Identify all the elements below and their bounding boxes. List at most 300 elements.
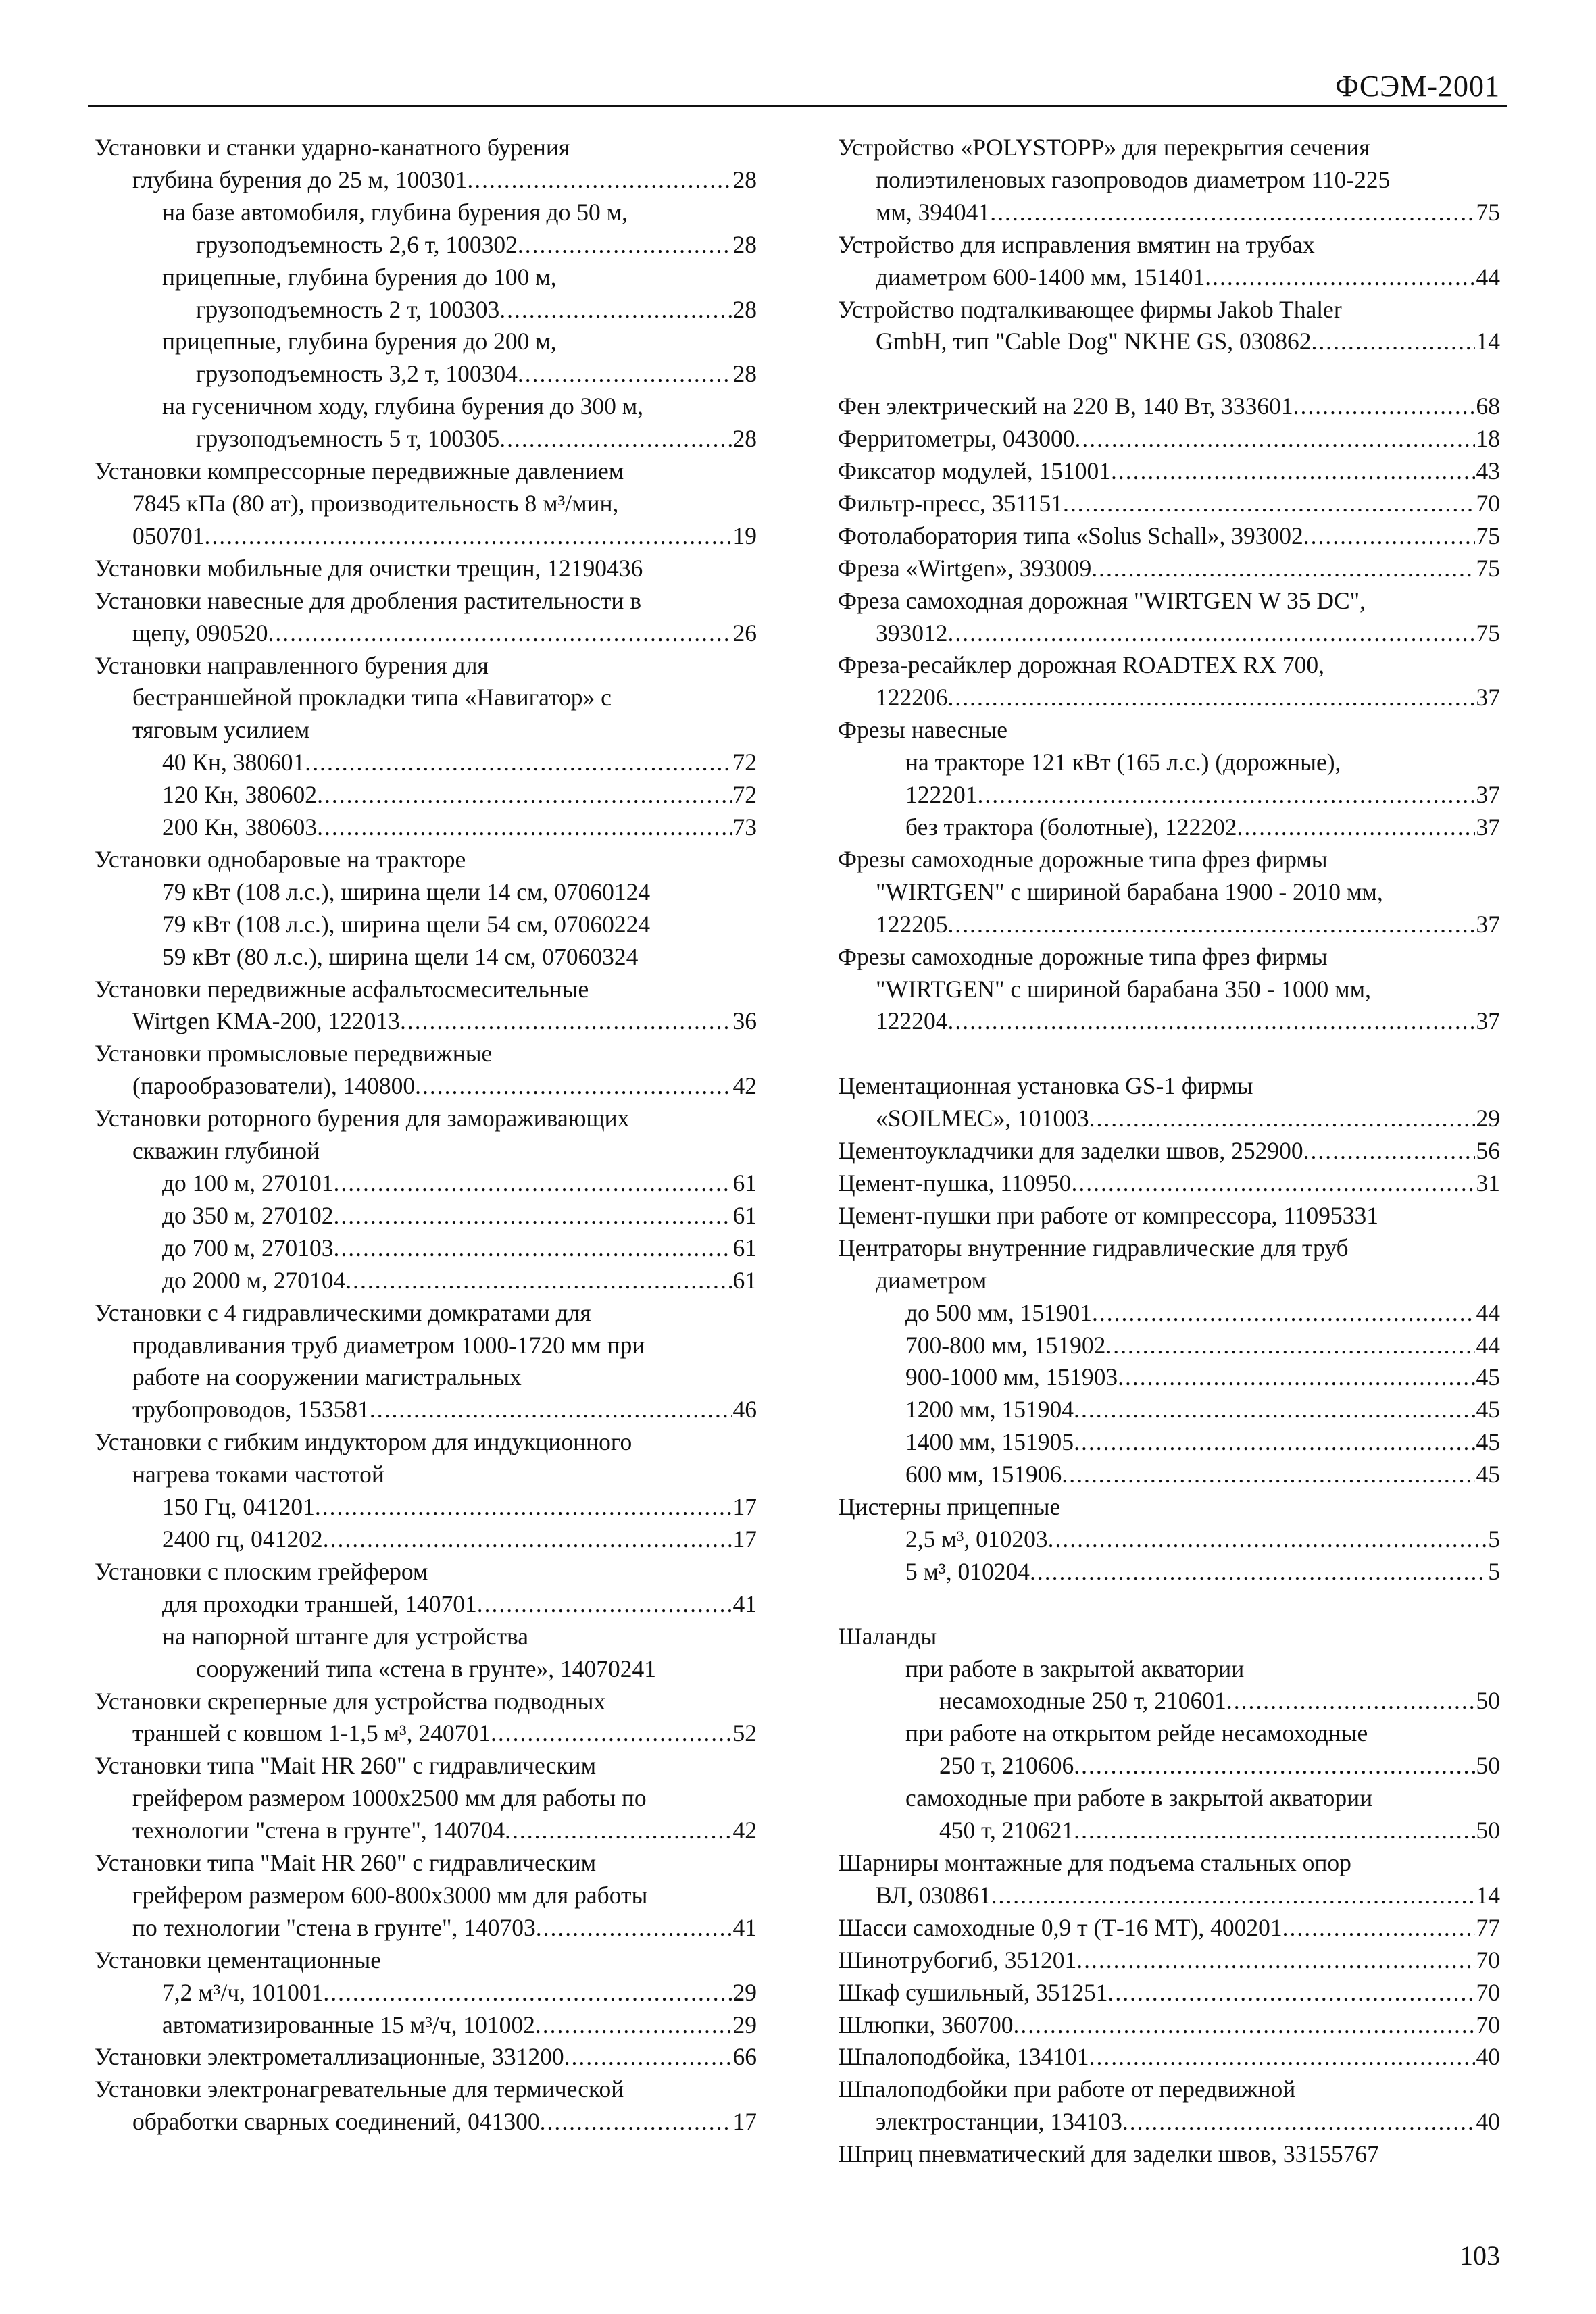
- entry-text: Фрезы самоходные дорожные типа фрез фирмы: [838, 942, 1328, 970]
- entry-text: ВЛ, 030861: [876, 1881, 991, 1909]
- entry-text: сооружений типа «стена в грунте», 14070241: [196, 1655, 657, 1682]
- index-entry: [838, 423, 1500, 455]
- dot-leader: [1089, 2041, 1475, 2073]
- dot-leader: [499, 294, 731, 326]
- index-entry: [838, 714, 1500, 747]
- header-rule: [88, 105, 1507, 107]
- entry-text: Установки промысловые передвижные: [95, 1040, 493, 1067]
- entry-text: Фреза «Wirtgen», 393009: [838, 554, 1092, 582]
- entry-text: Фиксатор модулей, 151001: [838, 457, 1112, 485]
- index-entry: [838, 649, 1500, 682]
- index-entry: [838, 1491, 1500, 1524]
- index-entry: [95, 1459, 757, 1491]
- entry-text: Установки электрометаллизационные, 331200: [95, 2043, 564, 2071]
- entry-page-number: 50: [1476, 1817, 1500, 1844]
- dot-leader: [315, 1491, 732, 1524]
- entry-page-number: 28: [732, 166, 757, 193]
- dot-leader: [1048, 1524, 1487, 1556]
- entry-page-number: 40: [1476, 2043, 1500, 2071]
- dot-leader: [1205, 261, 1474, 294]
- entry-text: Установки и станки ударно-канатного бурения: [95, 134, 570, 161]
- entry-text: 5 м³, 010204: [905, 1557, 1030, 1585]
- dot-leader: [948, 909, 1475, 941]
- entry-page-number: 26: [732, 619, 757, 647]
- index-entry: [95, 1297, 757, 1330]
- entry-text: грузоподъемность 3,2 т, 100304: [196, 360, 518, 388]
- index-entry: [95, 779, 757, 811]
- entry-page-number: 42: [732, 1072, 757, 1100]
- entry-page-number: 61: [732, 1201, 757, 1229]
- header-title: ФСЭМ-2001: [1335, 70, 1500, 103]
- index-entry: [838, 1103, 1500, 1135]
- dot-leader: [1105, 1330, 1474, 1362]
- index-entry: [838, 2073, 1500, 2106]
- entry-page-number: 61: [732, 1266, 757, 1294]
- entry-page-number: 28: [732, 295, 757, 323]
- entry-page-number: 70: [1476, 1978, 1500, 2006]
- entry-page-number: 42: [732, 1817, 757, 1844]
- dot-leader: [499, 423, 731, 455]
- entry-text: 700-800 мм, 151902: [905, 1331, 1106, 1359]
- index-entry: [95, 714, 757, 747]
- entry-text: 79 кВт (108 л.с.), ширина щели 54 см, 07060224: [162, 910, 651, 938]
- dot-leader: [1108, 1977, 1475, 2009]
- dot-leader: [978, 779, 1475, 811]
- index-entry: [838, 1200, 1500, 1232]
- index-entry: [838, 1297, 1500, 1330]
- dot-leader: [1089, 1103, 1475, 1135]
- index-entry: [838, 618, 1500, 650]
- index-entry: [838, 1426, 1500, 1459]
- index-entry: [838, 1880, 1500, 1912]
- index-entry: [838, 779, 1500, 811]
- entry-page-number: 72: [732, 781, 757, 809]
- entry-page-number: 41: [732, 1590, 757, 1617]
- entry-text: скважин глубиной: [132, 1137, 320, 1165]
- entry-page-number: 70: [1476, 1946, 1500, 1973]
- entry-page-number: 28: [732, 230, 757, 258]
- entry-text: Шпалоподбойки при работе от передвижной: [838, 2076, 1296, 2103]
- entry-text: 1400 мм, 151905: [905, 1428, 1074, 1456]
- index-entry: [95, 811, 757, 844]
- index-column-left: [95, 132, 757, 2138]
- dot-leader: [1074, 423, 1474, 455]
- dot-leader: [1122, 2106, 1475, 2138]
- entry-page-number: 50: [1476, 1687, 1500, 1715]
- entry-text: Wirtgen KMA-200, 122013: [132, 1007, 400, 1035]
- entry-text: полиэтиленовых газопроводов диаметром 110-225: [876, 166, 1391, 193]
- dot-leader: [1293, 391, 1475, 423]
- entry-text: Цемент-пушка, 110950: [838, 1169, 1072, 1197]
- index-column-right: [838, 132, 1500, 2171]
- dot-leader: [1030, 1556, 1487, 1588]
- entry-text: Фен электрический на 220 В, 140 Вт, 333601: [838, 393, 1293, 420]
- index-entry: [838, 1265, 1500, 1297]
- entry-text: Установки с плоским грейфером: [95, 1557, 428, 1585]
- index-entry: [838, 197, 1500, 229]
- dot-leader: [1063, 488, 1475, 520]
- index-entry: [838, 261, 1500, 294]
- index-entry: [838, 682, 1500, 714]
- index-entry: [838, 1524, 1500, 1556]
- index-entry: [95, 197, 757, 229]
- index-entry: [95, 585, 757, 618]
- dot-leader: [491, 1717, 732, 1750]
- entry-text: Фрезы навесные: [838, 716, 1008, 744]
- index-entry: [838, 1070, 1500, 1103]
- index-entry: [95, 423, 757, 455]
- entry-text: 150 Гц, 041201: [162, 1493, 315, 1521]
- index-entry: [95, 1265, 757, 1297]
- entry-page-number: 37: [1476, 1007, 1500, 1035]
- entry-text: Устройство «POLYSTOPP» для перекрытия сечения: [838, 134, 1370, 161]
- entry-text: диаметром 600-1400 мм, 151401: [876, 263, 1205, 291]
- entry-text: Центраторы внутренние гидравлические для труб: [838, 1234, 1349, 1261]
- dot-leader: [1282, 1912, 1475, 1944]
- entry-text: Установки передвижные асфальтосмесительные: [95, 975, 589, 1003]
- index-entry: [95, 553, 757, 585]
- entry-text: автоматизированные 15 м³/ч, 101002: [162, 2011, 535, 2038]
- index-entry: [838, 1685, 1500, 1717]
- dot-leader: [334, 1200, 732, 1232]
- index-entry: [95, 2041, 757, 2073]
- section-gap: [838, 1588, 1500, 1621]
- index-entry: [95, 650, 757, 682]
- entry-page-number: 17: [732, 1525, 757, 1553]
- dot-leader: [1111, 455, 1474, 488]
- entry-text: Цистерны прицепные: [838, 1493, 1061, 1521]
- index-entry: [838, 941, 1500, 974]
- index-entry: [95, 1717, 757, 1750]
- index-entry: [95, 974, 757, 1006]
- entry-text: мм, 394041: [876, 198, 991, 226]
- entry-page-number: 45: [1476, 1396, 1500, 1424]
- entry-text: «SOILMEC», 101003: [876, 1105, 1089, 1132]
- index-entry: [838, 294, 1500, 326]
- entry-text: по технологии "стена в грунте", 140703: [132, 1913, 536, 1941]
- dot-leader: [535, 2009, 732, 2042]
- dot-leader: [1014, 2009, 1475, 2042]
- entry-page-number: 50: [1476, 1752, 1500, 1780]
- entry-page-number: 44: [1476, 1299, 1500, 1326]
- dot-leader: [1092, 1297, 1475, 1330]
- entry-text: нагрева токами частотой: [132, 1461, 384, 1488]
- dot-leader: [1071, 1167, 1474, 1200]
- index-entry: [838, 1782, 1500, 1815]
- entry-text: "WIRTGEN" с шириной барабана 350 - 1000 мм,: [876, 975, 1371, 1003]
- index-entry: [95, 1038, 757, 1070]
- index-entry: [838, 747, 1500, 779]
- entry-text: Установки мобильные для очистки трещин, 12190436: [95, 554, 643, 582]
- dot-leader: [948, 618, 1475, 650]
- entry-text: GmbH, тип "Cable Dog" NKHE GS, 030862: [876, 328, 1312, 355]
- index-entry: [95, 261, 757, 294]
- index-entry: [95, 391, 757, 423]
- index-entry: [838, 876, 1500, 909]
- entry-page-number: 17: [732, 1493, 757, 1521]
- index-entry: [95, 1686, 757, 1718]
- entry-text: 250 т, 210606: [939, 1752, 1074, 1780]
- dot-leader: [536, 1912, 732, 1944]
- entry-text: 7,2 м³/ч, 101001: [162, 1978, 324, 2006]
- index-entry: [95, 326, 757, 358]
- entry-text: Фильтр-пресс, 351151: [838, 489, 1063, 517]
- entry-text: Устройство подталкивающее фирмы Jakob Thaler: [838, 295, 1342, 323]
- index-entry: [838, 1944, 1500, 1977]
- page-number: 103: [1460, 2240, 1500, 2271]
- index-entry: [838, 2009, 1500, 2042]
- index-entry: [838, 1750, 1500, 1782]
- index-entry: [95, 1815, 757, 1847]
- entry-text: Установки компрессорные передвижные давлением: [95, 457, 624, 485]
- entry-text: грузоподъемность 5 т, 100305: [196, 425, 500, 453]
- dot-leader: [467, 164, 731, 197]
- dot-leader: [1076, 1944, 1474, 1977]
- entry-text: Цементационная установка GS-1 фирмы: [838, 1072, 1253, 1100]
- entry-text: 122205: [876, 910, 948, 938]
- dot-leader: [1237, 811, 1474, 844]
- index-entry: [838, 391, 1500, 423]
- index-entry: [838, 1621, 1500, 1653]
- entry-text: глубина бурения до 25 м, 100301: [132, 166, 468, 193]
- entry-text: 600 мм, 151906: [905, 1461, 1062, 1488]
- entry-page-number: 40: [1476, 2108, 1500, 2136]
- index-entry: [95, 844, 757, 876]
- entry-text: Установки цементационные: [95, 1946, 381, 1973]
- index-entry: [95, 294, 757, 326]
- entry-page-number: 14: [1476, 1881, 1500, 1909]
- index-entry: [838, 164, 1500, 197]
- entry-text: Шкаф сушильный, 351251: [838, 1978, 1108, 2006]
- entry-text: 122206: [876, 684, 948, 711]
- index-entry: [838, 1394, 1500, 1426]
- index-entry: [838, 520, 1500, 553]
- dot-leader: [317, 779, 731, 811]
- index-entry: [95, 2106, 757, 2138]
- entry-text: Установки с 4 гидравлическими домкратами для: [95, 1299, 591, 1326]
- entry-text: Установки типа "Mait HR 260" с гидравлическим: [95, 1752, 597, 1780]
- entry-text: 122201: [905, 781, 978, 809]
- dot-leader: [323, 1977, 731, 2009]
- entry-page-number: 5: [1488, 1557, 1500, 1585]
- dot-leader: [334, 1232, 732, 1265]
- entry-text: на тракторе 121 кВт (165 л.с.) (дорожные),: [905, 749, 1341, 776]
- entry-page-number: 19: [732, 522, 757, 549]
- dot-leader: [540, 2106, 732, 2138]
- index-entry: [838, 585, 1500, 618]
- entry-text: на гусеничном ходу, глубина бурения до 300 м,: [162, 393, 644, 420]
- entry-page-number: 28: [732, 425, 757, 453]
- entry-page-number: 43: [1476, 457, 1500, 485]
- entry-text: Установки типа "Mait HR 260" с гидравлическим: [95, 1849, 597, 1877]
- index-entry: [838, 1556, 1500, 1588]
- entry-page-number: 52: [732, 1719, 757, 1747]
- entry-text: трубопроводов, 153581: [132, 1396, 370, 1424]
- index-entry: [95, 2073, 757, 2106]
- entry-text: грузоподъемность 2 т, 100303: [196, 295, 500, 323]
- entry-text: "WIRTGEN" с шириной барабана 1900 - 2010 мм,: [876, 878, 1383, 905]
- dot-leader: [1303, 1135, 1475, 1167]
- entry-text: грузоподъемность 2,6 т, 100302: [196, 230, 518, 258]
- index-entry: [838, 974, 1500, 1006]
- entry-text: грейфером размером 600-800х3000 мм для работы: [132, 1881, 648, 1909]
- entry-text: 40 Кн, 380601: [162, 749, 305, 776]
- dot-leader: [400, 1005, 732, 1038]
- entry-text: прицепные, глубина бурения до 200 м,: [162, 328, 557, 355]
- entry-page-number: 36: [732, 1007, 757, 1035]
- entry-text: 59 кВт (80 л.с.), ширина щели 14 см, 07060324: [162, 942, 639, 970]
- entry-page-number: 66: [732, 2043, 757, 2071]
- dot-leader: [1303, 520, 1475, 553]
- entry-text: бестраншейной прокладки типа «Навигатор» с: [132, 684, 612, 711]
- entry-page-number: 37: [1476, 781, 1500, 809]
- index-entry: [95, 1750, 757, 1782]
- entry-text: Фотолаборатория типа «Solus Schall», 393002: [838, 522, 1303, 549]
- entry-page-number: 73: [732, 813, 757, 841]
- entry-page-number: 28: [732, 360, 757, 388]
- entry-text: работе на сооружении магистральных: [132, 1363, 522, 1391]
- index-entry: [95, 1782, 757, 1815]
- index-entry: [95, 1167, 757, 1200]
- index-entry: [95, 1361, 757, 1394]
- index-entry: [95, 164, 757, 197]
- entry-page-number: 75: [1476, 554, 1500, 582]
- entry-page-number: 37: [1476, 684, 1500, 711]
- dot-leader: [505, 1815, 731, 1847]
- entry-text: Установки роторного бурения для замораживающих: [95, 1105, 630, 1132]
- index-entry: [95, 1621, 757, 1653]
- entry-text: прицепные, глубина бурения до 100 м,: [162, 263, 557, 291]
- index-entry: [838, 1135, 1500, 1167]
- index-entry: [838, 1232, 1500, 1265]
- entry-text: Установки с гибким индуктором для индукционного: [95, 1428, 632, 1456]
- entry-page-number: 31: [1476, 1169, 1500, 1197]
- entry-text: продавливания труб диаметром 1000-1720 мм при: [132, 1331, 645, 1359]
- entry-text: (парообразователи), 140800: [132, 1072, 416, 1100]
- entry-text: Ферритометры, 043000: [838, 425, 1075, 453]
- entry-text: обработки сварных соединений, 041300: [132, 2108, 540, 2136]
- index-entry: [95, 1588, 757, 1621]
- index-entry: [838, 1717, 1500, 1750]
- index-entry: [95, 229, 757, 261]
- dot-leader: [334, 1167, 732, 1200]
- index-entry: [95, 1977, 757, 2009]
- index-entry: [95, 1005, 757, 1038]
- entry-page-number: 72: [732, 749, 757, 776]
- index-entry: [838, 455, 1500, 488]
- dot-leader: [948, 1005, 1475, 1038]
- index-entry: [95, 1880, 757, 1912]
- index-entry: [838, 1815, 1500, 1847]
- index-entry: [838, 2041, 1500, 2073]
- entry-text: несамоходные 250 т, 210601: [939, 1687, 1226, 1715]
- entry-page-number: 75: [1476, 522, 1500, 549]
- entry-text: диаметром: [876, 1266, 987, 1294]
- dot-leader: [415, 1070, 731, 1103]
- index-entry: [95, 1103, 757, 1135]
- index-entry: [95, 1847, 757, 1880]
- index-entry: [838, 1977, 1500, 2009]
- entry-text: 200 Кн, 380603: [162, 813, 318, 841]
- entry-text: при работе на открытом рейде несамоходные: [905, 1719, 1368, 1747]
- entry-page-number: 70: [1476, 489, 1500, 517]
- index-entry: [838, 553, 1500, 585]
- entry-text: Цементоукладчики для заделки швов, 252900: [838, 1137, 1303, 1165]
- index-entry: [95, 1912, 757, 1944]
- index-entry: [95, 455, 757, 488]
- dot-leader: [1118, 1361, 1474, 1394]
- entry-page-number: 14: [1476, 328, 1500, 355]
- index-entry: [95, 1426, 757, 1459]
- dot-leader: [205, 520, 732, 553]
- entry-page-number: 29: [1476, 1105, 1500, 1132]
- dot-leader: [1091, 553, 1474, 585]
- entry-text: до 100 м, 270101: [162, 1169, 334, 1197]
- section-gap: [838, 1038, 1500, 1070]
- entry-text: 900-1000 мм, 151903: [905, 1363, 1118, 1391]
- entry-text: грейфером размером 1000х2500 мм для работы по: [132, 1784, 647, 1812]
- entry-page-number: 75: [1476, 619, 1500, 647]
- entry-text: 79 кВт (108 л.с.), ширина щели 14 см, 07060124: [162, 878, 651, 905]
- entry-text: 393012: [876, 619, 948, 647]
- dot-leader: [1074, 1750, 1474, 1782]
- index-entry: [95, 488, 757, 520]
- dot-leader: [948, 682, 1475, 714]
- index-entry: [838, 811, 1500, 844]
- index-entry: [95, 1944, 757, 1977]
- index-entry: [95, 1330, 757, 1362]
- entry-text: до 350 м, 270102: [162, 1201, 334, 1229]
- index-entry: [95, 941, 757, 974]
- index-entry: [838, 1653, 1500, 1686]
- entry-text: на напорной штанге для устройства: [162, 1622, 529, 1650]
- index-entry: [838, 132, 1500, 164]
- entry-text: Фреза самоходная дорожная "WIRTGEN W 35 DC",: [838, 586, 1366, 614]
- index-entry: [838, 1912, 1500, 1944]
- entry-text: для проходки траншей, 140701: [162, 1590, 477, 1617]
- entry-page-number: 46: [732, 1396, 757, 1424]
- entry-text: 450 т, 210621: [939, 1817, 1074, 1844]
- index-entry: [95, 1556, 757, 1588]
- entry-text: Шарниры монтажные для подъема стальных опор: [838, 1848, 1351, 1876]
- entry-text: тяговым усилием: [132, 716, 310, 744]
- dot-leader: [345, 1265, 731, 1297]
- index-entry: [95, 1070, 757, 1103]
- entry-text: Установки однобаровые на тракторе: [95, 845, 466, 873]
- entry-page-number: 45: [1476, 1428, 1500, 1456]
- dot-leader: [990, 197, 1474, 229]
- entry-page-number: 61: [732, 1169, 757, 1197]
- entry-text: при работе в закрытой акватории: [905, 1655, 1245, 1682]
- dot-leader: [518, 358, 732, 391]
- index-entry: [95, 682, 757, 714]
- index-entry: [838, 1167, 1500, 1200]
- entry-text: 2,5 м³, 010203: [905, 1525, 1048, 1553]
- dot-leader: [305, 747, 731, 779]
- index-entry: [95, 909, 757, 941]
- index-entry: [838, 844, 1500, 876]
- entry-text: Устройство для исправления вмятин на трубах: [838, 230, 1315, 258]
- entry-page-number: 41: [732, 1913, 757, 1941]
- entry-page-number: 44: [1476, 1331, 1500, 1359]
- index-entry: [95, 1200, 757, 1232]
- entry-text: до 2000 м, 270104: [162, 1266, 346, 1294]
- entry-page-number: 75: [1476, 198, 1500, 226]
- index-entry: [95, 132, 757, 164]
- index-entry: [838, 2138, 1500, 2171]
- entry-text: Установки направленного бурения для: [95, 651, 489, 679]
- index-entry: [838, 1330, 1500, 1362]
